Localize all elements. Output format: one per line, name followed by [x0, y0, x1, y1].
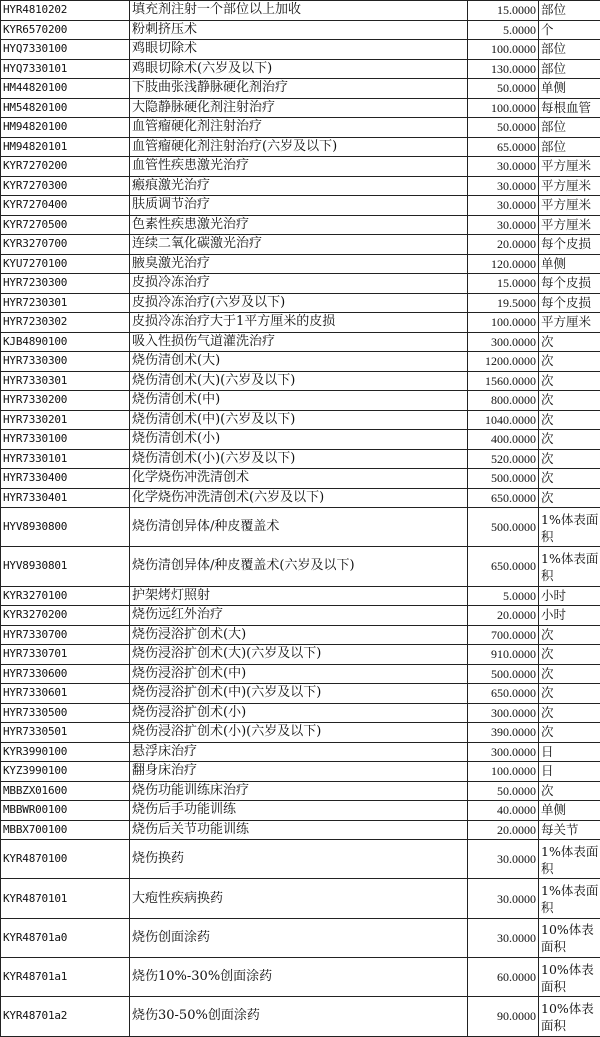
item-unit-cell: 1%体表面积: [539, 840, 600, 879]
item-name-cell: 化学烧伤冲洗清创术(六岁及以下): [130, 488, 468, 508]
item-unit-cell: 每根血管: [539, 98, 600, 118]
table-row: [1, 879, 600, 918]
table-row: [1, 20, 600, 40]
item-code-cell: HYR7330200: [1, 391, 130, 411]
item-code-cell: HYV8930801: [1, 547, 130, 586]
item-code-cell: HM44820100: [1, 79, 130, 99]
item-code-cell: HYR7230300: [1, 274, 130, 294]
item-price-cell: 30.0000: [468, 176, 539, 196]
item-code-cell: HYQ7330101: [1, 59, 130, 79]
item-unit-cell: 次: [539, 430, 600, 450]
item-name-cell: 烧伤远红外治疗: [130, 606, 468, 626]
item-name-cell: 瘢痕激光治疗: [130, 176, 468, 196]
item-name-cell: 烧伤浸浴扩创术(大): [130, 625, 468, 645]
item-name-cell: 血管性疾患激光治疗: [130, 157, 468, 177]
table-row: [1, 410, 600, 430]
item-unit-cell: 单侧: [539, 254, 600, 274]
item-name-cell: 大疱性疾病换药: [130, 879, 468, 918]
item-name-cell: 烧伤清创术(中)(六岁及以下): [130, 410, 468, 430]
item-name-cell: 鸡眼切除术(六岁及以下): [130, 59, 468, 79]
item-name-cell: 烧伤清创术(中): [130, 391, 468, 411]
table-row: [1, 742, 600, 762]
item-price-cell: 650.0000: [468, 547, 539, 586]
item-price-cell: 5.0000: [468, 20, 539, 40]
item-name-cell: 吸入性损伤气道灌洗治疗: [130, 332, 468, 352]
item-name-cell: 烧伤换药: [130, 840, 468, 879]
item-name-cell: 鸡眼切除术: [130, 40, 468, 60]
item-price-cell: 50.0000: [468, 118, 539, 138]
item-unit-cell: 单侧: [539, 79, 600, 99]
item-price-cell: 300.0000: [468, 742, 539, 762]
table-row: [1, 215, 600, 235]
table-row: [1, 820, 600, 840]
item-price-cell: 30.0000: [468, 215, 539, 235]
table-row: [1, 371, 600, 391]
item-code-cell: HYR7330400: [1, 469, 130, 489]
item-price-cell: 30.0000: [468, 918, 539, 957]
table-row: [1, 703, 600, 723]
item-code-cell: KYZ3990100: [1, 762, 130, 782]
table-row: [1, 762, 600, 782]
item-unit-cell: 单侧: [539, 801, 600, 821]
item-price-cell: 390.0000: [468, 723, 539, 743]
item-price-cell: 60.0000: [468, 957, 539, 996]
item-unit-cell: 次: [539, 684, 600, 704]
table-row: [1, 801, 600, 821]
item-unit-cell: 次: [539, 352, 600, 372]
item-code-cell: HYR7330100: [1, 430, 130, 450]
item-unit-cell: 部位: [539, 137, 600, 157]
table-row: [1, 254, 600, 274]
item-unit-cell: 次: [539, 469, 600, 489]
item-code-cell: HYR7330501: [1, 723, 130, 743]
table-row: [1, 664, 600, 684]
item-unit-cell: 1%体表面积: [539, 879, 600, 918]
item-price-cell: 650.0000: [468, 684, 539, 704]
item-unit-cell: 个: [539, 20, 600, 40]
item-code-cell: HYQ7330100: [1, 40, 130, 60]
item-name-cell: 化学烧伤冲洗清创术: [130, 469, 468, 489]
item-name-cell: 烧伤浸浴扩创术(小)(六岁及以下): [130, 723, 468, 743]
item-unit-cell: 次: [539, 449, 600, 469]
item-name-cell: 血管瘤硬化剂注射治疗: [130, 118, 468, 138]
item-name-cell: 烧伤清创异体/种皮覆盖术(六岁及以下): [130, 547, 468, 586]
item-price-cell: 130.0000: [468, 59, 539, 79]
item-price-cell: 30.0000: [468, 196, 539, 216]
item-code-cell: KYR6570200: [1, 20, 130, 40]
item-code-cell: KYR7270400: [1, 196, 130, 216]
item-code-cell: KYR3270100: [1, 586, 130, 606]
item-price-cell: 100.0000: [468, 313, 539, 333]
table-row: [1, 196, 600, 216]
table-row: [1, 645, 600, 665]
item-unit-cell: 次: [539, 723, 600, 743]
item-code-cell: HYV8930800: [1, 508, 130, 547]
item-price-cell: 20.0000: [468, 606, 539, 626]
table-row: [1, 313, 600, 333]
item-price-cell: 500.0000: [468, 664, 539, 684]
item-price-cell: 100.0000: [468, 40, 539, 60]
item-unit-cell: 次: [539, 371, 600, 391]
item-price-cell: 800.0000: [468, 391, 539, 411]
item-unit-cell: 次: [539, 332, 600, 352]
table-row: [1, 118, 600, 138]
item-price-cell: 300.0000: [468, 703, 539, 723]
item-name-cell: 悬浮床治疗: [130, 742, 468, 762]
item-unit-cell: 部位: [539, 1, 600, 21]
item-unit-cell: 平方厘米: [539, 176, 600, 196]
item-name-cell: 烧伤10%-30%创面涂药: [130, 957, 468, 996]
item-unit-cell: 每个皮损: [539, 235, 600, 255]
item-price-cell: 20.0000: [468, 235, 539, 255]
item-price-cell: 520.0000: [468, 449, 539, 469]
item-code-cell: MBBX700100: [1, 820, 130, 840]
item-price-cell: 19.5000: [468, 293, 539, 313]
table-row: [1, 488, 600, 508]
item-price-cell: 30.0000: [468, 840, 539, 879]
table-row: [1, 997, 600, 1036]
table-row: [1, 176, 600, 196]
item-unit-cell: 小时: [539, 606, 600, 626]
item-price-cell: 5.0000: [468, 586, 539, 606]
item-unit-cell: 1%体表面积: [539, 508, 600, 547]
item-name-cell: 烧伤后关节功能训练: [130, 820, 468, 840]
item-name-cell: 肤质调节治疗: [130, 196, 468, 216]
item-code-cell: MBBWR00100: [1, 801, 130, 821]
item-code-cell: HYR7330500: [1, 703, 130, 723]
item-unit-cell: 小时: [539, 586, 600, 606]
item-price-cell: 15.0000: [468, 1, 539, 21]
table-row: [1, 332, 600, 352]
item-price-cell: 20.0000: [468, 820, 539, 840]
item-code-cell: KYU7270100: [1, 254, 130, 274]
item-price-cell: 120.0000: [468, 254, 539, 274]
table-row: [1, 781, 600, 801]
table-row: [1, 684, 600, 704]
table-row: [1, 586, 600, 606]
item-code-cell: KYR3990100: [1, 742, 130, 762]
table-row: [1, 352, 600, 372]
table-row: [1, 469, 600, 489]
item-unit-cell: 平方厘米: [539, 313, 600, 333]
item-price-cell: 910.0000: [468, 645, 539, 665]
item-unit-cell: 10%体表面积: [539, 918, 600, 957]
item-price-cell: 400.0000: [468, 430, 539, 450]
item-price-cell: 1040.0000: [468, 410, 539, 430]
item-name-cell: 烧伤30-50%创面涂药: [130, 997, 468, 1036]
table-row: [1, 157, 600, 177]
item-name-cell: 连续二氧化碳激光治疗: [130, 235, 468, 255]
item-unit-cell: 部位: [539, 59, 600, 79]
item-price-cell: 300.0000: [468, 332, 539, 352]
item-unit-cell: 平方厘米: [539, 196, 600, 216]
item-code-cell: KYR4870100: [1, 840, 130, 879]
item-unit-cell: 10%体表面积: [539, 957, 600, 996]
item-unit-cell: 日: [539, 742, 600, 762]
item-price-cell: 30.0000: [468, 879, 539, 918]
item-code-cell: HYR7330600: [1, 664, 130, 684]
item-unit-cell: 每关节: [539, 820, 600, 840]
item-name-cell: 粉刺挤压术: [130, 20, 468, 40]
item-unit-cell: 1%体表面积: [539, 547, 600, 586]
item-unit-cell: 次: [539, 645, 600, 665]
item-code-cell: MBBZX01600: [1, 781, 130, 801]
item-unit-cell: 部位: [539, 118, 600, 138]
item-code-cell: KYR48701a1: [1, 957, 130, 996]
item-name-cell: 色素性疾患激光治疗: [130, 215, 468, 235]
item-code-cell: KYR7270300: [1, 176, 130, 196]
table-row: [1, 40, 600, 60]
item-name-cell: 烧伤浸浴扩创术(中): [130, 664, 468, 684]
item-price-cell: 700.0000: [468, 625, 539, 645]
table-row: [1, 79, 600, 99]
item-unit-cell: 次: [539, 625, 600, 645]
item-name-cell: 翻身床治疗: [130, 762, 468, 782]
item-name-cell: 大隐静脉硬化剂注射治疗: [130, 98, 468, 118]
table-row: [1, 235, 600, 255]
item-unit-cell: 部位: [539, 40, 600, 60]
item-unit-cell: 每个皮损: [539, 293, 600, 313]
item-code-cell: HM54820100: [1, 98, 130, 118]
item-name-cell: 烧伤浸浴扩创术(大)(六岁及以下): [130, 645, 468, 665]
item-code-cell: HYR7330301: [1, 371, 130, 391]
item-code-cell: HYR7330700: [1, 625, 130, 645]
item-code-cell: HYR7330401: [1, 488, 130, 508]
table-row: [1, 98, 600, 118]
table-row: [1, 625, 600, 645]
table-row: [1, 137, 600, 157]
table-row: [1, 1, 600, 21]
table-row: [1, 430, 600, 450]
item-name-cell: 烧伤清创术(小): [130, 430, 468, 450]
item-price-cell: 15.0000: [468, 274, 539, 294]
table-row: [1, 918, 600, 957]
table-row: [1, 293, 600, 313]
item-unit-cell: 平方厘米: [539, 215, 600, 235]
item-price-cell: 500.0000: [468, 508, 539, 547]
table-row: [1, 274, 600, 294]
item-price-cell: 65.0000: [468, 137, 539, 157]
item-unit-cell: 日: [539, 762, 600, 782]
item-unit-cell: 次: [539, 781, 600, 801]
table-row: [1, 449, 600, 469]
fee-table-body: [1, 1, 600, 1037]
table-row: [1, 606, 600, 626]
table-row: [1, 391, 600, 411]
item-name-cell: 皮损冷冻治疗大于1平方厘米的皮损: [130, 313, 468, 333]
item-price-cell: 650.0000: [468, 488, 539, 508]
item-code-cell: KYR7270200: [1, 157, 130, 177]
item-name-cell: 烧伤创面涂药: [130, 918, 468, 957]
item-code-cell: HYR7330201: [1, 410, 130, 430]
item-unit-cell: 10%体表面积: [539, 997, 600, 1036]
item-name-cell: 烧伤功能训练床治疗: [130, 781, 468, 801]
item-code-cell: KYR48701a0: [1, 918, 130, 957]
item-price-cell: 1200.0000: [468, 352, 539, 372]
item-unit-cell: 次: [539, 664, 600, 684]
item-name-cell: 烧伤清创术(大): [130, 352, 468, 372]
item-price-cell: 30.0000: [468, 157, 539, 177]
item-code-cell: HM94820100: [1, 118, 130, 138]
item-name-cell: 护架烤灯照射: [130, 586, 468, 606]
item-name-cell: 烧伤浸浴扩创术(小): [130, 703, 468, 723]
item-name-cell: 烧伤后手功能训练: [130, 801, 468, 821]
item-name-cell: 血管瘤硬化剂注射治疗(六岁及以下): [130, 137, 468, 157]
item-code-cell: HYR7330300: [1, 352, 130, 372]
item-price-cell: 90.0000: [468, 997, 539, 1036]
item-code-cell: HYR7330101: [1, 449, 130, 469]
item-code-cell: HM94820101: [1, 137, 130, 157]
item-code-cell: KYR3270200: [1, 606, 130, 626]
table-row: [1, 957, 600, 996]
item-price-cell: 500.0000: [468, 469, 539, 489]
item-code-cell: HYR7230302: [1, 313, 130, 333]
item-code-cell: KYR48701a2: [1, 997, 130, 1036]
item-code-cell: KJB4890100: [1, 332, 130, 352]
item-price-cell: 50.0000: [468, 79, 539, 99]
item-price-cell: 100.0000: [468, 98, 539, 118]
table-row: [1, 840, 600, 879]
item-unit-cell: 平方厘米: [539, 157, 600, 177]
item-code-cell: HYR7330701: [1, 645, 130, 665]
table-row: [1, 547, 600, 586]
item-code-cell: HYR7230301: [1, 293, 130, 313]
item-name-cell: 烧伤清创异体/种皮覆盖术: [130, 508, 468, 547]
item-code-cell: KYR3270700: [1, 235, 130, 255]
item-unit-cell: 次: [539, 391, 600, 411]
item-name-cell: 烧伤浸浴扩创术(中)(六岁及以下): [130, 684, 468, 704]
item-price-cell: 50.0000: [468, 781, 539, 801]
item-unit-cell: 次: [539, 703, 600, 723]
table-row: [1, 59, 600, 79]
item-name-cell: 腋臭激光治疗: [130, 254, 468, 274]
item-code-cell: HYR7330601: [1, 684, 130, 704]
item-name-cell: 皮损冷冻治疗: [130, 274, 468, 294]
item-code-cell: KYR7270500: [1, 215, 130, 235]
item-name-cell: 皮损冷冻治疗(六岁及以下): [130, 293, 468, 313]
item-price-cell: 40.0000: [468, 801, 539, 821]
item-name-cell: 填充剂注射一个部位以上加收: [130, 1, 468, 21]
item-price-cell: 100.0000: [468, 762, 539, 782]
table-row: [1, 723, 600, 743]
item-unit-cell: 次: [539, 410, 600, 430]
item-code-cell: HYR4810202: [1, 1, 130, 21]
item-unit-cell: 次: [539, 488, 600, 508]
item-name-cell: 烧伤清创术(小)(六岁及以下): [130, 449, 468, 469]
item-name-cell: 烧伤清创术(大)(六岁及以下): [130, 371, 468, 391]
table-row: [1, 508, 600, 547]
item-price-cell: 1560.0000: [468, 371, 539, 391]
item-unit-cell: 每个皮损: [539, 274, 600, 294]
item-code-cell: KYR4870101: [1, 879, 130, 918]
item-name-cell: 下肢曲张浅静脉硬化剂治疗: [130, 79, 468, 99]
